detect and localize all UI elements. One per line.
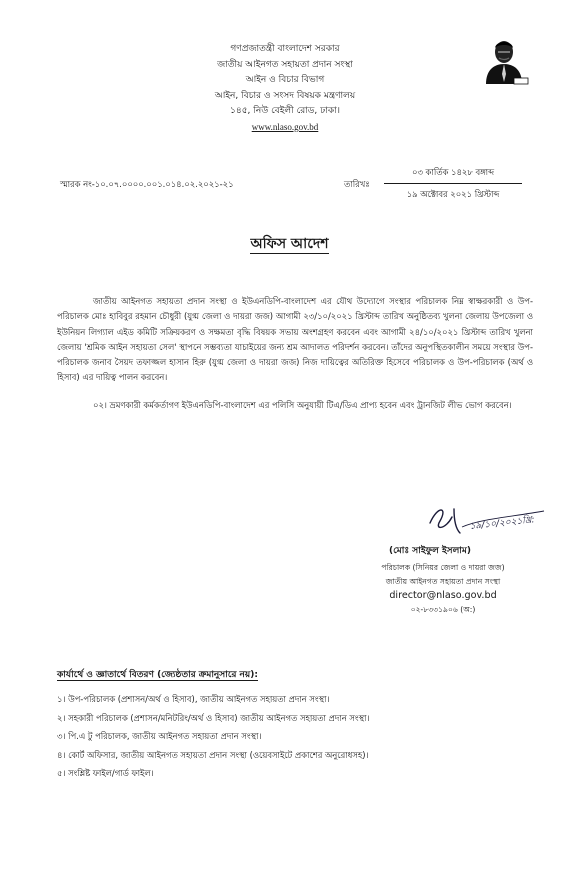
date-english: ১৯ অক্টোবর ২০২১ খ্রিস্টাব্দ bbox=[406, 189, 500, 199]
distribution-item: ৪। কোর্ট অফিসার, জাতীয় আইনগত সহায়তা প্রদান সংস্থা (ওয়েবসাইটে প্রকাশের অনুরোধসহ)। bbox=[57, 749, 369, 760]
memo-number: স্মারক নং-১০.০৭.০০০০.০০১.০১৪.০২.২০২১-২১ bbox=[60, 179, 234, 189]
website-link[interactable]: www.nlaso.gov.bd bbox=[251, 121, 319, 132]
signatory-email[interactable]: director@nlaso.gov.bd bbox=[389, 590, 497, 601]
document-title-wrap bbox=[0, 232, 579, 256]
letterhead-address: ১৪৫, নিউ বেইলী রোড, ঢাকা। bbox=[230, 106, 340, 117]
document-title: অফিস আদেশ bbox=[250, 236, 329, 252]
date-label: তারিখঃ bbox=[344, 179, 370, 189]
signatory-block bbox=[358, 561, 528, 617]
order-paragraph-2: ০২। ভ্রমণকারী কর্মকর্তাগণ ইউএনডিপি-বাংলাদেশ এর পলিসি অনুযায়ী টিএ/ডিএ প্রাপ্য হবেন এবং ট্রানজিট লীভ ভোগ করবেন। bbox=[93, 399, 512, 410]
distribution-item: ৩। পি.এ টু পরিচালক, জাতীয় আইনগত সহায়তা প্রদান সংস্থা। bbox=[57, 731, 262, 742]
letterhead bbox=[150, 42, 420, 136]
signatory-organization: জাতীয় আইনগত সহায়তা প্রদান সংস্থা bbox=[385, 577, 501, 586]
distribution-heading-wrap bbox=[57, 667, 258, 682]
signatory-designation: পরিচালক (সিনিয়র জেলা ও দায়রা জজ) bbox=[381, 563, 505, 572]
distribution-item: ৫। সংশ্লিষ্ট ফাইল/গার্ড ফাইল। bbox=[57, 768, 154, 779]
signature-mark bbox=[410, 497, 550, 547]
date-bangla: ০৩ কার্তিক ১৪২৮ বঙ্গাব্দ bbox=[384, 166, 522, 184]
distribution-heading: কার্যার্থে ও জ্ঞাতার্থে বিতরণ (জ্যেষ্ঠতার ক্রমানুসারে নয়): bbox=[57, 670, 258, 680]
order-paragraph-1: জাতীয় আইনগত সহায়তা প্রদান সংস্থা ও ইউএনডিপি-বাংলাদেশ এর যৌথ উদ্যোগে সংস্থার পরিচালক নিম্ন স্বাক্ষরকারী ও উপ-পরিচালক মোঃ হাবিবুর রহমান চৌধুরী (যুগ্ম জেলা ও দায়রা জজ) আগামী ২৩/১০/২০২১ খ্রিস্টাব্দ তারিখ অনুষ্ঠিতব্য খুলনা জেলায় উপজেলা ও ইউনিয়ন লিগ্যাল এইড কমিটি সক্রিয়করণ ও সক্ষমতা বৃদ্ধি বিষয়ক সভায় অংশগ্রহণ করবেন এবং আগামী ২৪/১০/২০২১ খ্রিস্টাব্দ তারিখ খুলনা জেলায় 'শ্রমিক আইন সহায়তা সেল' স্থাপনে সম্ভব্যতা যাচাইয়ের জন্য শ্রম আদালত পরিদর্শন করবেন। তাঁদের অনুপস্থিতকালীন সময়ে সংস্থার উপ-পরিচালক জনাব সৈয়দ তফাজ্জল হাসান হিরু (যুগ্ম জেলা ও দায়রা জজ) নিজ দায়িত্বের অতিরিক্ত হিসেবে পরিচালক ও উপ-পরিচালক (অর্থ ও হিসাব) এর দায়িত্ব পালন করবেন। bbox=[57, 296, 533, 383]
letterhead-agency: জাতীয় আইনগত সহায়তা প্রদান সংস্থা bbox=[217, 59, 353, 70]
signature-date: ১৯/১০/২০২১খ্রি: bbox=[469, 515, 536, 532]
distribution-item: ২। সহকারী পরিচালক (প্রশাসন/মনিটরিং/অর্থ ও হিসাব) জাতীয় আইনগত সহায়তা প্রদান সংস্থা। bbox=[57, 712, 370, 723]
order-body bbox=[57, 294, 533, 413]
portrait-logo bbox=[478, 34, 530, 86]
date-block bbox=[384, 166, 522, 202]
letterhead-ministry: আইন, বিচার ও সংসদ বিষয়ক মন্ত্রণালয় bbox=[214, 90, 356, 101]
signatory-name: (মোঃ সাইফুল ইসলাম) bbox=[389, 546, 472, 556]
letterhead-government: গণপ্রজাতন্ত্রী বাংলাদেশ সরকার bbox=[230, 44, 340, 54]
distribution-list bbox=[57, 690, 537, 783]
signatory-phone: ০২-৮৩৩১৯০৬ (অ:) bbox=[410, 605, 476, 614]
distribution-item: ১। উপ-পরিচালক (প্রশাসন/অর্থ ও হিসাব), জাতীয় আইনগত সহায়তা প্রদান সংস্থা। bbox=[57, 694, 330, 704]
letterhead-division: আইন ও বিচার বিভাগ bbox=[245, 75, 325, 86]
